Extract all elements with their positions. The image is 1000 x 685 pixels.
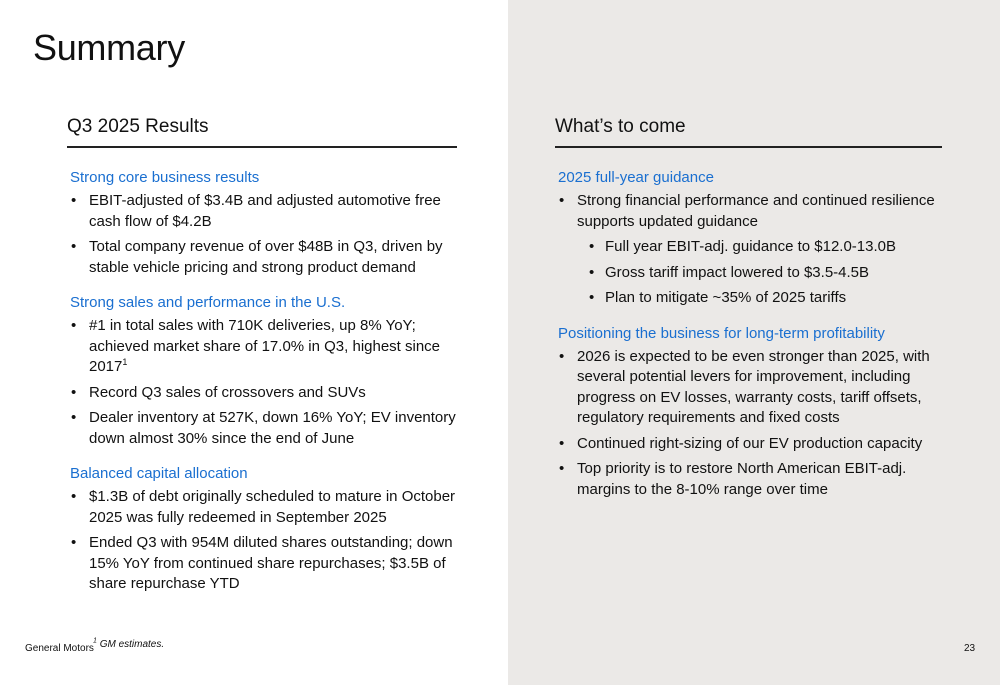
section-us-sales [67, 293, 457, 449]
footnote-text: GM estimates. [99, 639, 165, 650]
sub-bullet-item: • Gross tariff impact lowered to $3.5-4.5B [589, 263, 942, 284]
bullet-list [555, 191, 942, 309]
bullet-item: • $1.3B of debt originally scheduled to mature in October 2025 was fully redeemed in September 2025 [70, 487, 457, 528]
page-number: 23 [964, 643, 976, 654]
footer-footnote [93, 639, 164, 650]
bullet-item [558, 191, 942, 309]
column-heading-q3-results: Q3 2025 Results [67, 114, 457, 148]
footnote-marker: 1 [122, 357, 128, 367]
bullet-item: • Ended Q3 with 954M diluted shares outstanding; down 15% YoY from continued share repurchases; $3.5B of share repurchase YTD [70, 533, 457, 595]
section-heading: 2025 full-year guidance [558, 169, 714, 186]
bullet-list [555, 347, 942, 501]
section-core-business [67, 168, 457, 278]
sub-bullet-list [577, 237, 942, 309]
bullet-item [70, 316, 457, 378]
bullet-item: • EBIT-adjusted of $3.4B and adjusted automotive free cash flow of $4.2B [70, 191, 457, 232]
bullet-list [67, 191, 457, 278]
bullet-text: #1 in total sales with 710K deliveries, up 8% YoY; achieved market share of 17.0% in Q3, highest since 2017 [89, 317, 441, 375]
bullet-item: • Total company revenue of over $48B in Q3, driven by stable vehicle pricing and strong product demand [70, 237, 457, 278]
whats-to-come-column [555, 114, 942, 505]
section-heading: Strong core business results [70, 169, 260, 186]
section-guidance [555, 168, 942, 309]
section-capital-allocation [67, 464, 457, 595]
sub-bullet-item: • Full year EBIT-adj. guidance to $12.0-13.0B [589, 237, 942, 258]
section-heading: Balanced capital allocation [70, 465, 248, 482]
section-heading: Strong sales and performance in the U.S. [70, 294, 346, 311]
page-title: Summary [33, 27, 185, 68]
bullet-text: Strong financial performance and continued resilience supports updated guidance [577, 192, 935, 230]
bullet-item: • Dealer inventory at 527K, down 16% YoY; EV inventory down almost 30% since the end of June [70, 408, 457, 449]
bullet-item: • Continued right-sizing of our EV production capacity [558, 434, 942, 455]
bullet-list [67, 316, 457, 449]
bullet-list [67, 487, 457, 595]
footnote-marker: 1 [93, 637, 97, 645]
sub-bullet-item: • Plan to mitigate ~35% of 2025 tariffs [589, 288, 942, 309]
section-long-term-profitability [555, 324, 942, 501]
footer-brand: General Motors [25, 643, 94, 654]
bullet-item: • 2026 is expected to be even stronger than 2025, with several potential levers for improvement, including progress on EV losses, warranty costs, tariff offsets, regulatory requirements and fixed costs [558, 347, 942, 429]
bullet-item: • Top priority is to restore North American EBIT-adj. margins to the 8-10% range over time [558, 459, 942, 500]
column-heading-whats-to-come: What’s to come [555, 114, 942, 148]
bullet-item: • Record Q3 sales of crossovers and SUVs [70, 383, 457, 404]
q3-results-column [67, 114, 457, 600]
section-heading: Positioning the business for long-term profitability [558, 324, 885, 342]
